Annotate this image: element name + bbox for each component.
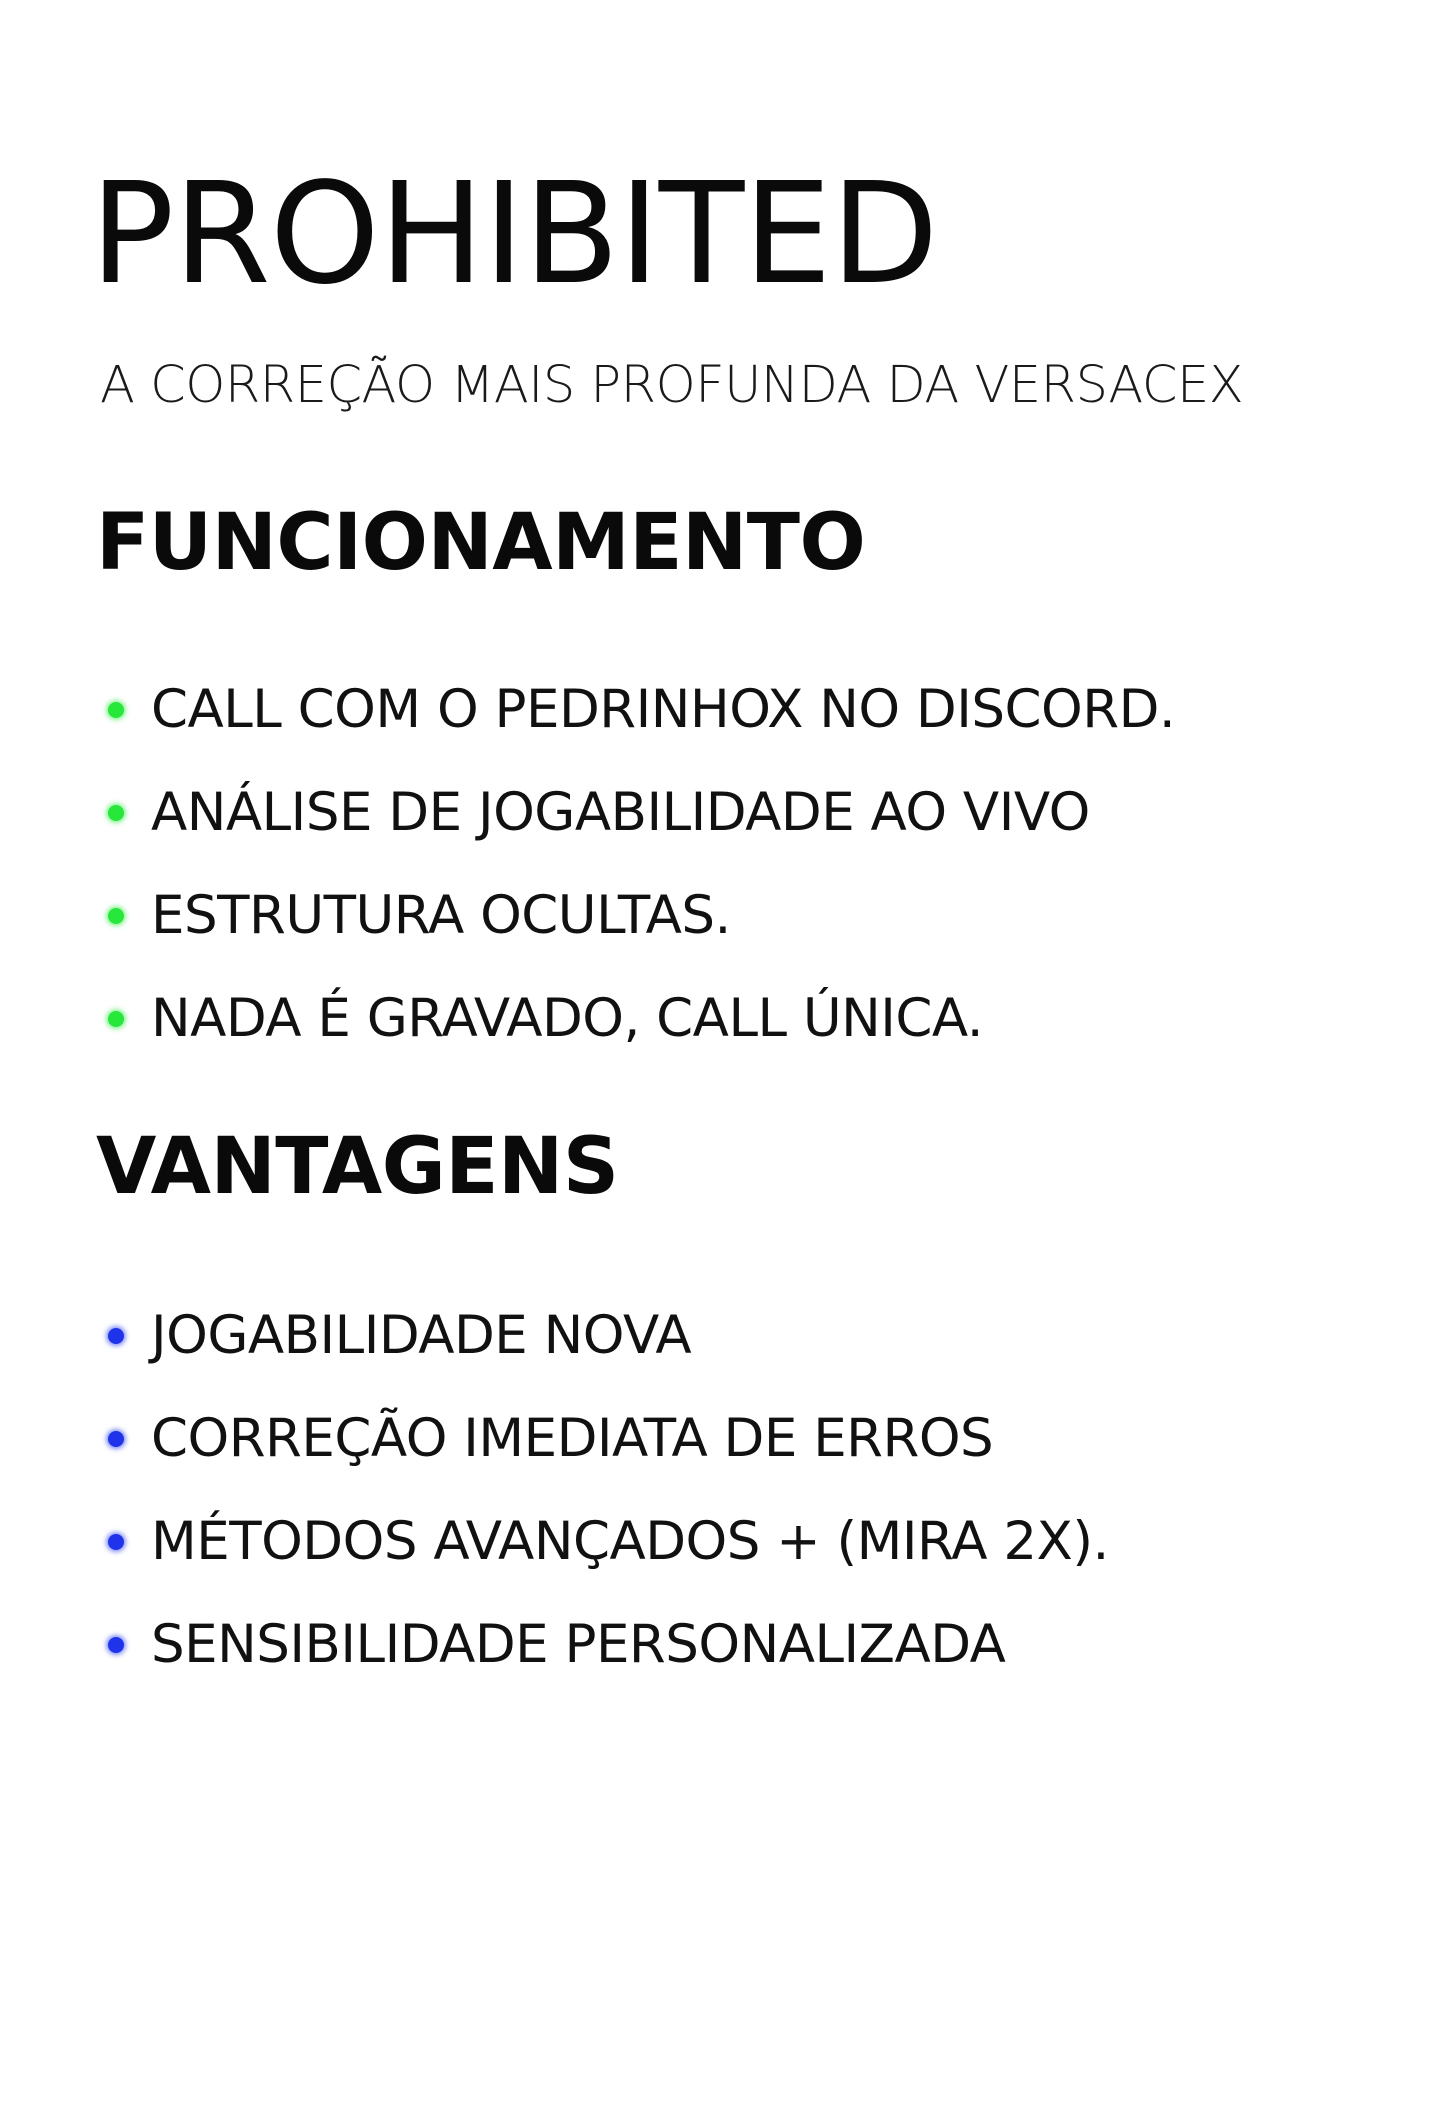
list-item-text: MÉTODOS AVANÇADOS + (MIRA 2X). [151, 1511, 1109, 1572]
green-bullet-icon [108, 702, 124, 718]
section-title-vantagens: VANTAGENS [96, 1122, 619, 1212]
list-item [108, 981, 1175, 1084]
list-item [108, 878, 1175, 981]
list-item-text: SENSIBILIDADE PERSONALIZADA [151, 1614, 1006, 1675]
vantagens-list [108, 1298, 1109, 1710]
list-item [108, 1298, 1109, 1401]
list-item-text: JOGABILIDADE NOVA [151, 1305, 692, 1366]
list-item [108, 1401, 1109, 1504]
list-item [108, 1504, 1109, 1607]
list-item-text: CORREÇÃO IMEDIATA DE ERROS [151, 1408, 994, 1469]
funcionamento-list [108, 672, 1175, 1084]
blue-bullet-icon [108, 1637, 124, 1653]
blue-bullet-icon [108, 1431, 124, 1447]
blue-bullet-icon [108, 1328, 124, 1344]
page-subtitle: A CORREÇÃO MAIS PROFUNDA DA VERSACEX [100, 356, 1244, 415]
section-title-funcionamento: FUNCIONAMENTO [96, 498, 866, 588]
blue-bullet-icon [108, 1534, 124, 1550]
green-bullet-icon [108, 1011, 124, 1027]
green-bullet-icon [108, 908, 124, 924]
list-item-text: ESTRUTURA OCULTAS. [151, 885, 731, 946]
list-item-text: NADA É GRAVADO, CALL ÚNICA. [151, 988, 984, 1049]
list-item [108, 672, 1175, 775]
page-title: PROHIBITED [90, 153, 938, 316]
list-item [108, 775, 1175, 878]
list-item-text: ANÁLISE DE JOGABILIDADE AO VIVO [151, 782, 1090, 843]
list-item-text: CALL COM O PEDRINHOX NO DISCORD. [151, 679, 1176, 740]
list-item [108, 1607, 1109, 1710]
green-bullet-icon [108, 805, 124, 821]
